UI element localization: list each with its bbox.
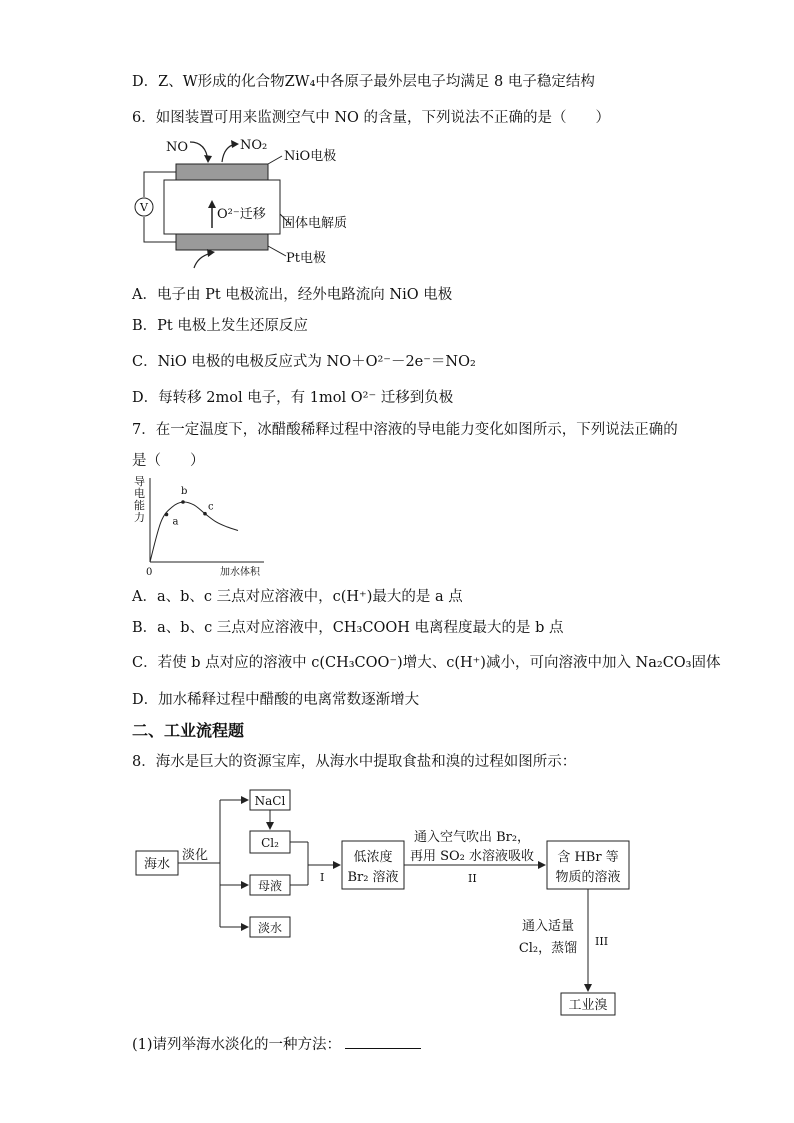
- q6-option-a: A．电子由 Pt 电极流出，经外电路流向 NiO 电极: [132, 287, 453, 303]
- step2-text2: 再用 SO₂ 水溶液吸收: [409, 849, 535, 864]
- q6-stem: 6．如图装置可用来监测空气中 NO 的含量，下列说法不正确的是（ ）: [132, 110, 611, 126]
- step2-text1: 通入空气吹出 Br₂，: [413, 830, 531, 845]
- gas-in-label: NO: [166, 140, 189, 155]
- low-br2-line2: Br₂ 溶液: [347, 870, 399, 885]
- nacl-label: NaCl: [254, 794, 286, 808]
- voltmeter-label: V: [140, 201, 148, 214]
- q6-option-d: D．每转移 2mol 电子，有 1mol O²⁻ 迁移到负极: [132, 390, 454, 406]
- chart-ylabel: [134, 475, 145, 524]
- desal-label: 淡化: [182, 848, 209, 863]
- fresh-label: 淡水: [257, 921, 283, 935]
- q8-sub1-text: (1)请列举海水淡化的一种方法：: [132, 1037, 342, 1053]
- q7-option-c: C．若使 b 点对应的溶液中 c(CH₃COO⁻)增大、c(H⁺)减小，可向溶液中加入 Na₂CO₃固体: [132, 655, 721, 671]
- chart-ylabel-char: 导: [134, 475, 145, 488]
- chart-point-c: [203, 512, 207, 516]
- chart-point-label-b: b: [181, 486, 188, 497]
- chart-point-label-a: a: [172, 516, 179, 528]
- step3-text1: 通入适量: [521, 919, 575, 934]
- chart-origin: 0: [146, 567, 153, 578]
- q7-option-b: B．a、b、c 三点对应溶液中，CH₃COOH 电离程度最大的是 b 点: [132, 620, 564, 636]
- electrochem-figure: [132, 134, 392, 274]
- step3-text2: Cl₂，蒸馏: [518, 941, 578, 956]
- electrolyte-label: 固体电解质: [282, 216, 348, 231]
- chart-ylabel-char: 电: [134, 487, 145, 500]
- pt-label: Pt电极: [286, 251, 326, 266]
- nio-electrode: [176, 164, 268, 180]
- section-title: 二、工业流程题: [132, 721, 245, 740]
- cl2-label: Cl₂: [261, 836, 279, 850]
- flow-diagram: [132, 785, 652, 1020]
- chart-point-a: [165, 513, 169, 517]
- gas-in-arrow: [190, 142, 208, 161]
- chart-curve: [150, 502, 238, 562]
- seawater-label: 海水: [143, 857, 171, 872]
- conductivity-chart: [132, 474, 282, 580]
- q6-option-c: C．NiO 电极的电极反应式为 NO＋O²⁻－2e⁻＝NO₂: [132, 354, 476, 370]
- q7-stem-line2: 是（ ）: [132, 453, 205, 469]
- q7-option-d: D．加水稀释过程中醋酸的电离常数逐渐增大: [132, 692, 420, 708]
- q5-option-d: D．Z、W形成的化合物ZW₄中各原子最外层电子均满足 8 电子稳定结构: [132, 74, 595, 90]
- pt-electrode: [176, 234, 268, 250]
- q8-sub1: [132, 1034, 421, 1055]
- gas-out-label: NO₂: [240, 138, 268, 153]
- hbr-line2: 物质的溶液: [555, 870, 621, 885]
- low-br2-line1: 低浓度: [353, 850, 393, 865]
- step3-label: III: [595, 935, 609, 948]
- q7-stem-line1: 7．在一定温度下，冰醋酸稀释过程中溶液的导电能力变化如图所示，下列说法正确的: [132, 422, 678, 438]
- migration-label: O²⁻迁移: [217, 207, 266, 222]
- chart-ylabel-char: 能: [134, 499, 145, 512]
- nio-label: NiO电极: [284, 149, 337, 164]
- mother-label: 母液: [257, 879, 283, 893]
- product-label: 工业溴: [568, 998, 608, 1013]
- q7-option-a: A．a、b、c 三点对应溶液中，c(H⁺)最大的是 a 点: [132, 589, 463, 605]
- chart-point-b: [181, 500, 185, 504]
- step1-label: I: [320, 871, 325, 884]
- q8-stem: 8．海水是巨大的资源宝库，从海水中提取食盐和溴的过程如图所示：: [132, 754, 577, 770]
- step2-label: II: [468, 872, 477, 885]
- chart-point-label-c: c: [208, 501, 214, 513]
- q6-option-b: B．Pt 电极上发生还原反应: [132, 318, 308, 334]
- answer-blank[interactable]: [345, 1034, 421, 1049]
- chart-xlabel: 加水体积: [220, 567, 260, 578]
- chart-ylabel-char: 力: [134, 511, 145, 524]
- hbr-line1: 含 HBr 等: [557, 850, 619, 865]
